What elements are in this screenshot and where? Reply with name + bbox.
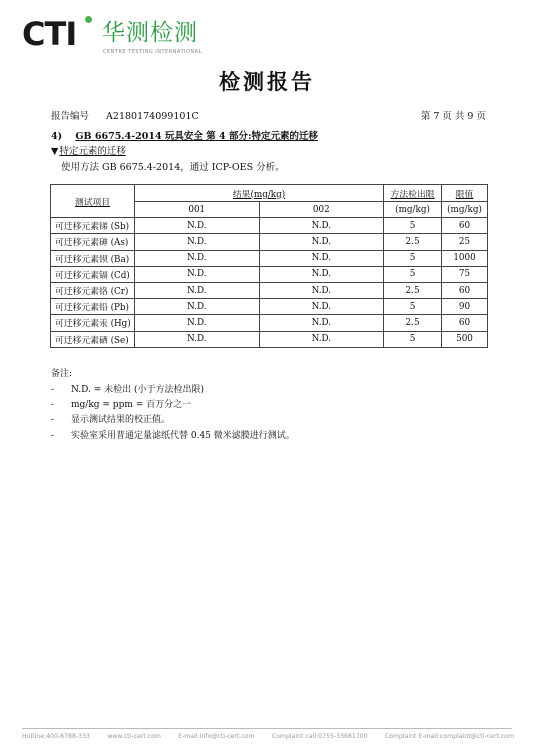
limit-cell: 1000 bbox=[442, 250, 488, 266]
note-text: 实验室采用普通定量滤纸代替 0.45 微米滤膜进行测试。 bbox=[71, 430, 295, 441]
limit-cell: 90 bbox=[442, 299, 488, 315]
item-cell: 可迁移元素硒 (Se) bbox=[51, 331, 135, 347]
header-item: 测试项目 bbox=[51, 185, 135, 218]
note-text: N.D. = 未检出 (小于方法检出限) bbox=[71, 385, 205, 395]
sample-002-cell: N.D. bbox=[259, 315, 384, 331]
table-row bbox=[51, 331, 488, 347]
sample-002-cell: N.D. bbox=[259, 250, 384, 266]
limit-cell: 75 bbox=[442, 266, 488, 282]
item-cell: 可迁移元素钡 (Ba) bbox=[51, 250, 135, 266]
footer-hotline: Hotline:400-6788-333 bbox=[22, 733, 90, 740]
note-text: 显示测试结果的校正值。 bbox=[71, 415, 171, 426]
mdl-cell: 5 bbox=[384, 331, 442, 347]
section-number: 4) bbox=[51, 131, 63, 142]
mdl-cell: 2.5 bbox=[384, 315, 442, 331]
page-title: 检测报告 bbox=[219, 70, 315, 94]
company-logo bbox=[22, 14, 202, 56]
mdl-cell: 5 bbox=[384, 266, 442, 282]
page-info: 第 7 页 共 9 页 bbox=[420, 111, 486, 122]
item-cell: 可迁移元素锑 (Sb) bbox=[51, 218, 135, 234]
mdl-cell: 5 bbox=[384, 299, 442, 315]
note-item: - 显示测试结果的校正值。 bbox=[51, 415, 171, 426]
mdl-cell: 2.5 bbox=[384, 282, 442, 298]
sample-002-cell: N.D. bbox=[259, 331, 384, 347]
sample-002-cell: N.D. bbox=[259, 234, 384, 250]
footer-email: E-mail:info@cti-cert.com bbox=[178, 733, 255, 740]
section-heading bbox=[51, 128, 318, 142]
table-row bbox=[51, 250, 488, 266]
notes-heading: 备注: bbox=[51, 369, 73, 379]
footer-website: www.cti-cert.com bbox=[107, 733, 161, 740]
triangle-marker-icon: ▼ bbox=[51, 146, 59, 157]
footer-complaint-call: Complaint call:0755-33681700 bbox=[271, 733, 368, 740]
sample-001-cell: N.D. bbox=[134, 315, 259, 331]
mdl-cell: 5 bbox=[384, 218, 442, 234]
item-cell: 可迁移元素汞 (Hg) bbox=[51, 315, 135, 331]
table-row bbox=[51, 282, 488, 298]
sample-002-cell: N.D. bbox=[259, 266, 384, 282]
header-limit-unit: (mg/kg) bbox=[442, 202, 488, 218]
note-item: - N.D. = 未检出 (小于方法检出限) bbox=[51, 385, 205, 395]
limit-cell: 60 bbox=[442, 218, 488, 234]
footer-complaint-email: Complaint E-mail:complaint@cti-cert.com bbox=[384, 733, 514, 740]
logo-chinese-name: 华测检测 bbox=[102, 20, 198, 46]
footer bbox=[22, 733, 514, 740]
sample-001-cell: N.D. bbox=[134, 218, 259, 234]
limit-cell: 500 bbox=[442, 331, 488, 347]
table-row bbox=[51, 218, 488, 234]
sample-001-cell: N.D. bbox=[134, 250, 259, 266]
note-item: - 实验室采用普通定量滤纸代替 0.45 微米滤膜进行测试。 bbox=[51, 430, 295, 441]
sample-001-cell: N.D. bbox=[134, 234, 259, 250]
sample-001-cell: N.D. bbox=[134, 299, 259, 315]
mdl-cell: 2.5 bbox=[384, 234, 442, 250]
header-mdl: 方法检出限 bbox=[384, 185, 442, 202]
sample-002-cell: N.D. bbox=[259, 299, 384, 315]
report-number-line bbox=[51, 108, 199, 122]
table-row bbox=[51, 315, 488, 331]
header-result: 结果(mg/kg) bbox=[134, 185, 383, 202]
limit-cell: 60 bbox=[442, 315, 488, 331]
table-row bbox=[51, 299, 488, 315]
header-sample-002: 002 bbox=[259, 202, 384, 218]
item-cell: 可迁移元素铅 (Pb) bbox=[51, 299, 135, 315]
section-title: GB 6675.4-2014 玩具安全 第 4 部分:特定元素的迁移 bbox=[75, 131, 318, 142]
logo-english-name: CENTRE TESTING INTERNATIONAL bbox=[103, 49, 202, 55]
logo-cti-text: CTI bbox=[22, 15, 77, 53]
sample-002-cell: N.D. bbox=[259, 282, 384, 298]
table-row bbox=[51, 234, 488, 250]
limit-cell: 60 bbox=[442, 282, 488, 298]
item-cell: 可迁移元素铬 (Cr) bbox=[51, 282, 135, 298]
subsection-title: 特定元素的迁移 bbox=[59, 146, 126, 157]
sample-001-cell: N.D. bbox=[134, 266, 259, 282]
notes bbox=[51, 366, 295, 444]
sample-002-cell: N.D. bbox=[259, 218, 384, 234]
header-limit: 限值 bbox=[442, 185, 488, 202]
item-cell: 可迁移元素镉 (Cd) bbox=[51, 266, 135, 282]
header-mdl-unit: (mg/kg) bbox=[384, 202, 442, 218]
results-table bbox=[50, 184, 488, 348]
logo-dot-icon bbox=[85, 16, 92, 23]
note-item: - mg/kg = ppm = 百万分之一 bbox=[51, 400, 192, 411]
limit-cell: 25 bbox=[442, 234, 488, 250]
report-number: A2180174099101C bbox=[106, 111, 199, 122]
report-number-label: 报告编号 bbox=[51, 111, 90, 122]
note-text: mg/kg = ppm = 百万分之一 bbox=[71, 400, 192, 411]
table-row bbox=[51, 266, 488, 282]
sample-001-cell: N.D. bbox=[134, 282, 259, 298]
method-text: 使用方法 GB 6675.4-2014，通过 ICP-OES 分析。 bbox=[61, 162, 285, 173]
subsection-heading bbox=[51, 143, 126, 157]
footer-divider bbox=[22, 728, 512, 729]
header-sample-001: 001 bbox=[134, 202, 259, 218]
item-cell: 可迁移元素砷 (As) bbox=[51, 234, 135, 250]
sample-001-cell: N.D. bbox=[134, 331, 259, 347]
mdl-cell: 5 bbox=[384, 250, 442, 266]
